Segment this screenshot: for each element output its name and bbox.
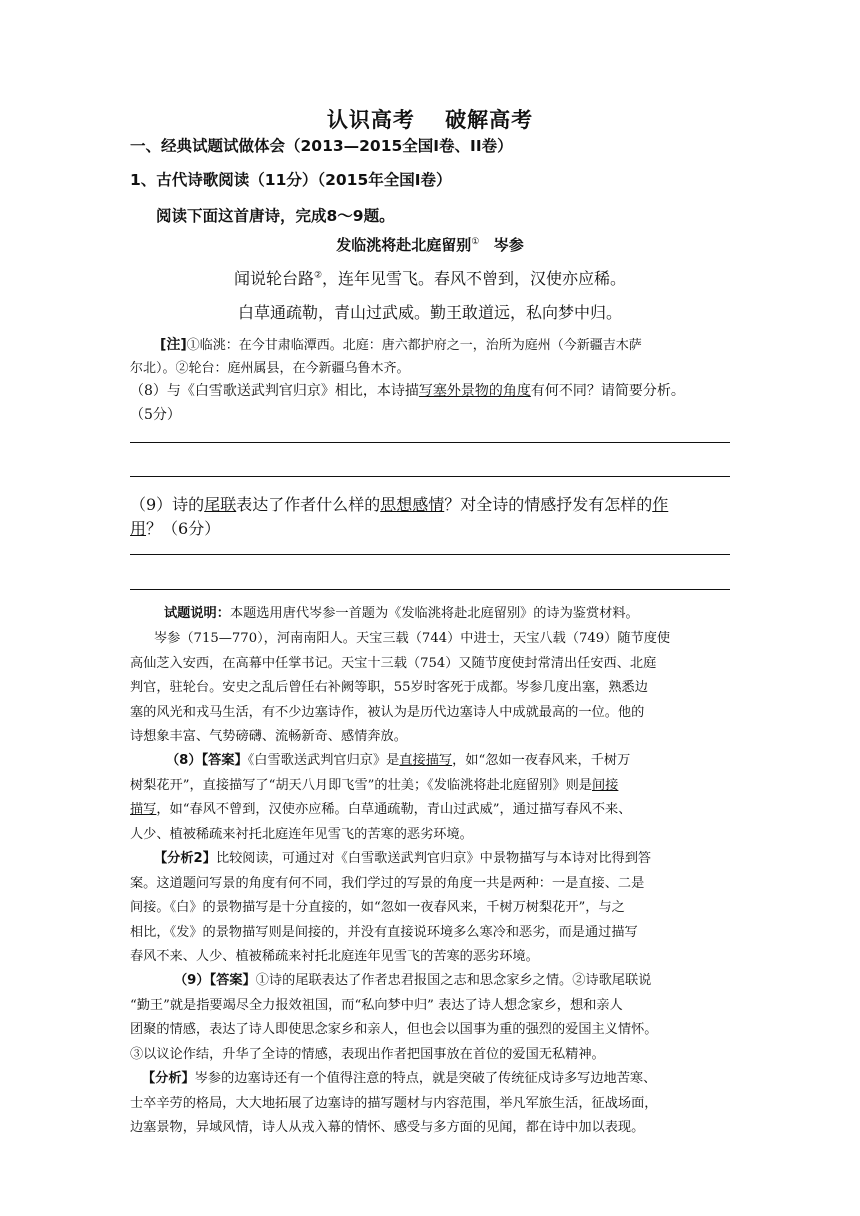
answer-8-line-4: 人少、植被稀疏来衬托北庭连年见雪飞的苦寒的恶劣环境。	[130, 826, 473, 842]
question-9	[130, 492, 668, 515]
poem-author: 岑参	[493, 236, 524, 254]
answer-8-text: ，如“春风不曾到，汉使亦应稀。白草通疏勒，青山过武威”，通过描写春风不来、	[156, 802, 632, 817]
answer-line[interactable]	[130, 476, 730, 477]
question-9-text-a: （9）诗的	[130, 495, 205, 514]
answer-8-underlined: 间接	[592, 777, 619, 793]
analysis-2-line: 案。这道题问写景的角度有何不同，我们学过的写景的角度一共是两种：一是直接、二是	[130, 875, 645, 891]
note-label: [注]	[160, 337, 187, 353]
answer-line[interactable]	[130, 589, 730, 590]
question-8-text-a: （8）与《白雪歌送武判官归京》相比，本诗描	[130, 383, 419, 399]
answer-9-line: ③以议论作结，升华了全诗的情感，表现出作者把国事放在首位的爱国无私精神。	[130, 1046, 605, 1062]
explanation-label: 试题说明：	[164, 606, 230, 621]
answer-9-label: （9）【答案】	[174, 973, 256, 988]
question-8-score: （5分）	[130, 407, 181, 423]
note-line-2: 尔北）。②轮台：庭州属县，在今新疆乌鲁木齐。	[130, 361, 410, 376]
poem-line-1-footnote: ②	[313, 270, 323, 281]
analysis-3-line: 士卒辛劳的格局，大大地拓展了边塞诗的描写题材与内容范围，举凡军旅生活，征战场面，	[130, 1095, 658, 1111]
question-heading: 1、古代诗歌阅读（11分）（2015年全国Ⅰ卷）	[130, 171, 452, 189]
answer-8-line-1	[130, 749, 732, 774]
answer-9-line-1	[130, 969, 732, 994]
answer-9	[130, 969, 732, 1067]
poem-line-1-a: 闻说轮台路	[233, 269, 314, 288]
poem-title-line	[0, 234, 860, 255]
poem-line-1-b: ，连年见雪飞。春风不曾到，汉使亦应稀。	[322, 269, 627, 288]
question-9-underlined-3b: 用	[130, 519, 147, 538]
note-text-1: ①临洮：在今甘肃临潭西。北庭：唐六都护府之一，治所为庭州（今新疆吉木萨	[186, 338, 642, 353]
answer-8-text: 树梨花开”，直接描写了“胡天八月即飞雪”的壮美；《发临洮将赴北庭留别》则是	[130, 777, 592, 793]
analysis-2-line-1	[130, 847, 732, 872]
answer-9-line: “勤王”就是指要竭尽全力报效祖国，而“私向梦中归” 表达了诗人想念家乡，想和亲人	[130, 997, 623, 1013]
answer-8	[130, 749, 732, 847]
poem-title: 发临洮将赴北庭留别	[336, 236, 472, 254]
question-9-underlined-1: 尾联	[204, 495, 237, 514]
poem-line-2: 白草通疏勒，青山过武威。勤王敢道远，私向梦中归。	[237, 303, 622, 322]
note-line-1	[160, 334, 642, 354]
analysis-3-label: 【分析】	[142, 1071, 195, 1086]
answer-8-label: （8）【答案】	[166, 753, 248, 768]
bio-line: 高仙芝入安西，在高幕中任掌书记。天宝十三载（754）又随节度使封常清出任安西、北庭	[130, 655, 657, 671]
question-9-underlined-3a: 作	[652, 495, 669, 514]
answer-9-text: ①诗的尾联表达了作者忠君报国之志和思念家乡之情。②诗歌尾联说	[255, 973, 652, 988]
bio-line: 塞的风光和戎马生活，有不少边塞诗作，被认为是历代边塞诗人中成就最高的一位。他的	[130, 704, 645, 720]
question-8	[130, 380, 685, 400]
poem-title-footnote: ①	[471, 237, 480, 247]
question-9-score: ？（6分）	[146, 519, 221, 538]
page-title: 认识高考 破解高考	[326, 108, 534, 132]
answer-line[interactable]	[130, 554, 730, 555]
question-9-underlined-2: 思想感情	[380, 495, 445, 514]
bio-line: 诗想象丰富、气势磅礴、流畅新奇、感情奔放。	[130, 729, 407, 744]
analysis-3-line-1	[130, 1067, 732, 1092]
section-heading: 一、经典试题试做体会（2013—2015全国Ⅰ卷、II卷）	[130, 137, 513, 155]
bio-line: 岑参（715—770），河南南阳人。天宝三载（744）中进士，天宝八载（749）随节度使	[154, 631, 671, 646]
analysis-2-label: 【分析2】	[154, 851, 216, 866]
answer-8-line-3	[130, 798, 732, 823]
answer-8-underlined: 直接描写	[399, 753, 453, 768]
answer-9-line: 团聚的情感，表达了诗人即使思念家乡和亲人，但也会以国事为重的强烈的爱国主义情怀。	[130, 1022, 658, 1037]
explanation-intro	[164, 602, 639, 627]
question-8-text-b: 有何不同？请简要分析。	[530, 383, 685, 399]
answer-line[interactable]	[130, 442, 730, 443]
answer-8-line-2	[130, 774, 732, 799]
question-9-line-2	[130, 516, 220, 539]
analysis-3-line: 边塞景物，异域风情，诗人从戎入幕的情怀、感受与多方面的见闻，都在诗中加以表现。	[130, 1120, 645, 1135]
question-9-text-b: 表达了作者什么样的	[236, 495, 381, 514]
answer-8-text: 《白雪歌送武判官归京》是	[247, 753, 400, 768]
instruction: 阅读下面这首唐诗，完成8～9题。	[156, 207, 395, 225]
analysis-3	[130, 1067, 732, 1141]
question-8-underlined: 写塞外景物的角度	[418, 383, 531, 399]
question-9-text-c: ？对全诗的情感抒发有怎样的	[444, 495, 653, 514]
explanation-text: 本题选用唐代岑参一首题为《发临洮将赴北庭留别》的诗为鉴赏材料。	[229, 606, 639, 621]
analysis-3-text: 岑参的边塞诗还有一个值得注意的特点，就是突破了传统征戍诗多写边地苦寒、	[194, 1071, 657, 1086]
analysis-2-line: 春风不来、人少、植被稀疏来衬托北庭连年见雪飞的苦寒的恶劣环境。	[130, 949, 539, 964]
author-bio	[130, 627, 732, 750]
analysis-2-line: 相比，《发》的景物描写则是间接的，并没有直接说环境多么寒冷和恶劣，而是通过描写	[130, 924, 638, 940]
bio-line: 判官，驻轮台。安史之乱后曾任右补阙等职，55岁时客死于成都。岑参几度出塞，熟悉边	[130, 680, 648, 695]
analysis-2-line: 间接。《白》的景物描写是十分直接的，如“忽如一夜春风来，千树万树梨花开”，与之	[130, 900, 625, 915]
analysis-2	[130, 847, 732, 970]
answer-8-text: ，如“忽如一夜春风来，千树万	[452, 753, 631, 768]
analysis-2-text: 比较阅读，可通过对《白雪歌送武判官归京》中景物描写与本诗对比得到答	[215, 851, 652, 866]
answer-8-underlined: 描写	[130, 802, 157, 817]
poem-line-1	[0, 266, 860, 289]
